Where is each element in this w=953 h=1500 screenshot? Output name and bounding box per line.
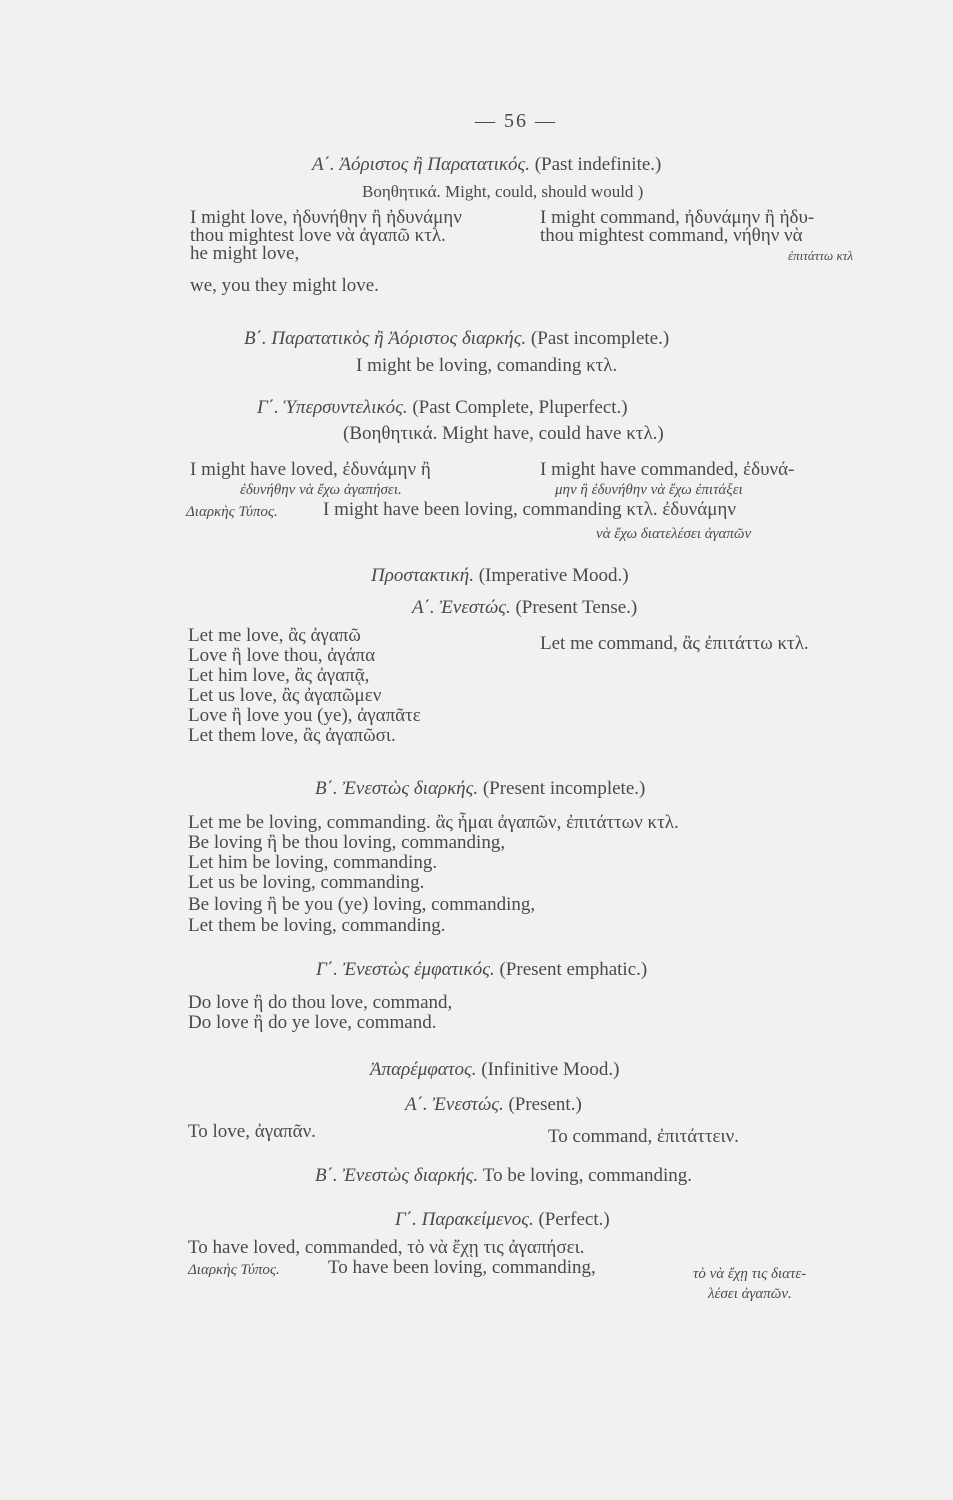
infinitive-b-english: To be loving, commanding. [482,1165,693,1186]
imperative-sub-english: (Present Tense.) [515,597,638,618]
infinitive-c-line2: To have been loving, commanding, [328,1257,596,1278]
infinitive-c-line3: λέσει ἀγαπῶν. [708,1286,792,1302]
sec-c-line3: I might have been loving, commanding κτλ. ἐδυνάμην [323,499,736,520]
infinitive-c-english: (Perfect.) [538,1209,610,1230]
imp-c-heading-greek: Γ΄. Ἐνεστὼς ἐμφατικός. [316,959,495,980]
sec-b-heading [244,329,669,349]
sec-c-line1-left: I might have loved, ἐδυνάμην ἢ [190,459,431,480]
imperative-left-6: Let them love, ἂς ἀγαπῶσι. [188,725,396,746]
sec-a-right-3: ἐπιτάττω κτλ [788,248,853,263]
infinitive-c-greek: Γ΄. Παρακείμενος. [395,1209,534,1230]
sec-c-line2-right: μην ἢ ἐδυνήθην νὰ ἔχω ἐπιτάξει [555,482,743,498]
sec-a-left-2: thou mightest love νὰ ἀγαπῶ κτλ. [190,225,446,246]
sec-a-heading [312,155,661,175]
imp-b-heading-greek: Β΄. Ἐνεστὼς διαρκής. [315,778,479,799]
sec-b-heading-greek: Β΄. Παρατατικὸς ἢ Ἀόριστος διαρκής. [244,328,527,349]
sec-b-line: I might be loving, comanding κτλ. [356,355,618,376]
sec-c-line2-left: ἐδυνήθην νὰ ἔχω ἀγαπήσει. [240,482,402,498]
infinitive-left: To love, ἀγαπᾶν. [188,1121,316,1142]
sec-c-line3-label: Διαρκὴς Τύπος. [186,504,278,520]
sec-a-left-3: he might love, [190,243,300,264]
imperative-sub [412,598,637,618]
imp-b-line-6: Let them be loving, commanding. [188,915,446,936]
page-number: — 56 — [475,110,557,132]
infinitive-sub-english: (Present.) [508,1094,582,1115]
imperative-heading-greek: Προστακτική. [371,565,474,586]
infinitive-heading-greek: Ἀπαρέμφατος. [370,1059,477,1080]
imperative-right: Let me command, ἂς ἐπιτάττω κτλ. [540,633,809,654]
sec-c-heading-english: (Past Complete, Pluperfect.) [412,397,628,418]
infinitive-c-line1: To have loved, commanded, τὸ νὰ ἔχῃ τις ἀγαπήσει. [188,1237,585,1258]
imp-c-line-2: Do love ἢ do ye love, command. [188,1012,437,1033]
infinitive-b-greek: Β΄. Ἐνεστὼς διαρκής. [315,1165,479,1186]
infinitive-right: To command, ἐπιτάττειν. [548,1126,739,1147]
sec-a-heading-english: (Past indefinite.) [534,154,662,175]
imperative-sub-greek: Α΄. Ἐνεστώς. [412,597,511,618]
imp-c-heading [316,960,647,980]
sec-c-heading-greek: Γ΄. Ὑπερσυντελικός. [257,397,408,418]
sec-a-heading-greek: Α΄. Ἀόριστος ἢ Παρατατικός. [312,154,530,175]
imperative-left-1: Let me love, ἂς ἀγαπῶ [188,625,361,646]
sec-a-left-1: I might love, ἠδυνήθην ἢ ἠδυνάμην [190,207,462,228]
imp-b-line-5: Be loving ἢ be you (ye) loving, commanding, [188,894,536,915]
imperative-left-5: Love ἢ love you (ye), ἀγαπᾶτε [188,705,421,726]
imperative-left-4: Let us love, ἂς ἀγαπῶμεν [188,685,382,706]
imperative-left-3: Let him love, ἂς ἀγαπᾷ, [188,665,370,686]
infinitive-sub-greek: Α΄. Ἐνεστώς. [405,1094,504,1115]
imperative-left-2: Love ἢ love thou, ἀγάπα [188,645,376,666]
infinitive-heading [370,1060,620,1080]
sec-a-auxiliaries: Βοηθητικά. Might, could, should would ) [362,182,644,201]
imp-b-heading [315,779,645,799]
imp-c-heading-english: (Present emphatic.) [499,959,648,980]
infinitive-sub [405,1095,582,1115]
sec-a-right-1: I might command, ἠδυνάμην ἢ ἠδυ- [540,207,815,228]
sec-c-line1-right: I might have commanded, ἐδυνά- [540,459,795,480]
imperative-heading-english: (Imperative Mood.) [478,565,629,586]
imp-b-heading-english: (Present incomplete.) [482,778,646,799]
sec-c-heading [257,398,628,418]
sec-a-right-2: thou mightest command, νήθην νὰ [540,225,803,246]
sec-b-heading-english: (Past incomplete.) [530,328,670,349]
infinitive-c-label: Διαρκὴς Τύπος. [188,1262,280,1278]
sec-c-line4: νὰ ἔχω διατελέσει ἀγαπῶν [596,526,752,542]
infinitive-c [395,1210,610,1230]
sec-c-auxiliaries: (Βοηθητικά. Might have, could have κτλ.) [343,423,664,444]
imp-c-line-1: Do love ἢ do thou love, command, [188,992,453,1013]
infinitive-heading-english: (Infinitive Mood.) [481,1059,620,1080]
imp-b-line-4: Let us be loving, commanding. [188,872,425,893]
imperative-heading [371,566,629,586]
infinitive-c-line2-greek: τὸ νὰ ἔχῃ τις διατε- [693,1266,807,1282]
imp-b-line-3: Let him be loving, commanding. [188,852,438,873]
imp-b-line-1: Let me be loving, commanding. ἂς ἦμαι ἀγαπῶν, ἐπιτάττων κτλ. [188,812,679,833]
sec-a-left-4: we, you they might love. [190,275,379,296]
imp-b-line-2: Be loving ἢ be thou loving, commanding, [188,832,506,853]
infinitive-b [315,1166,692,1186]
